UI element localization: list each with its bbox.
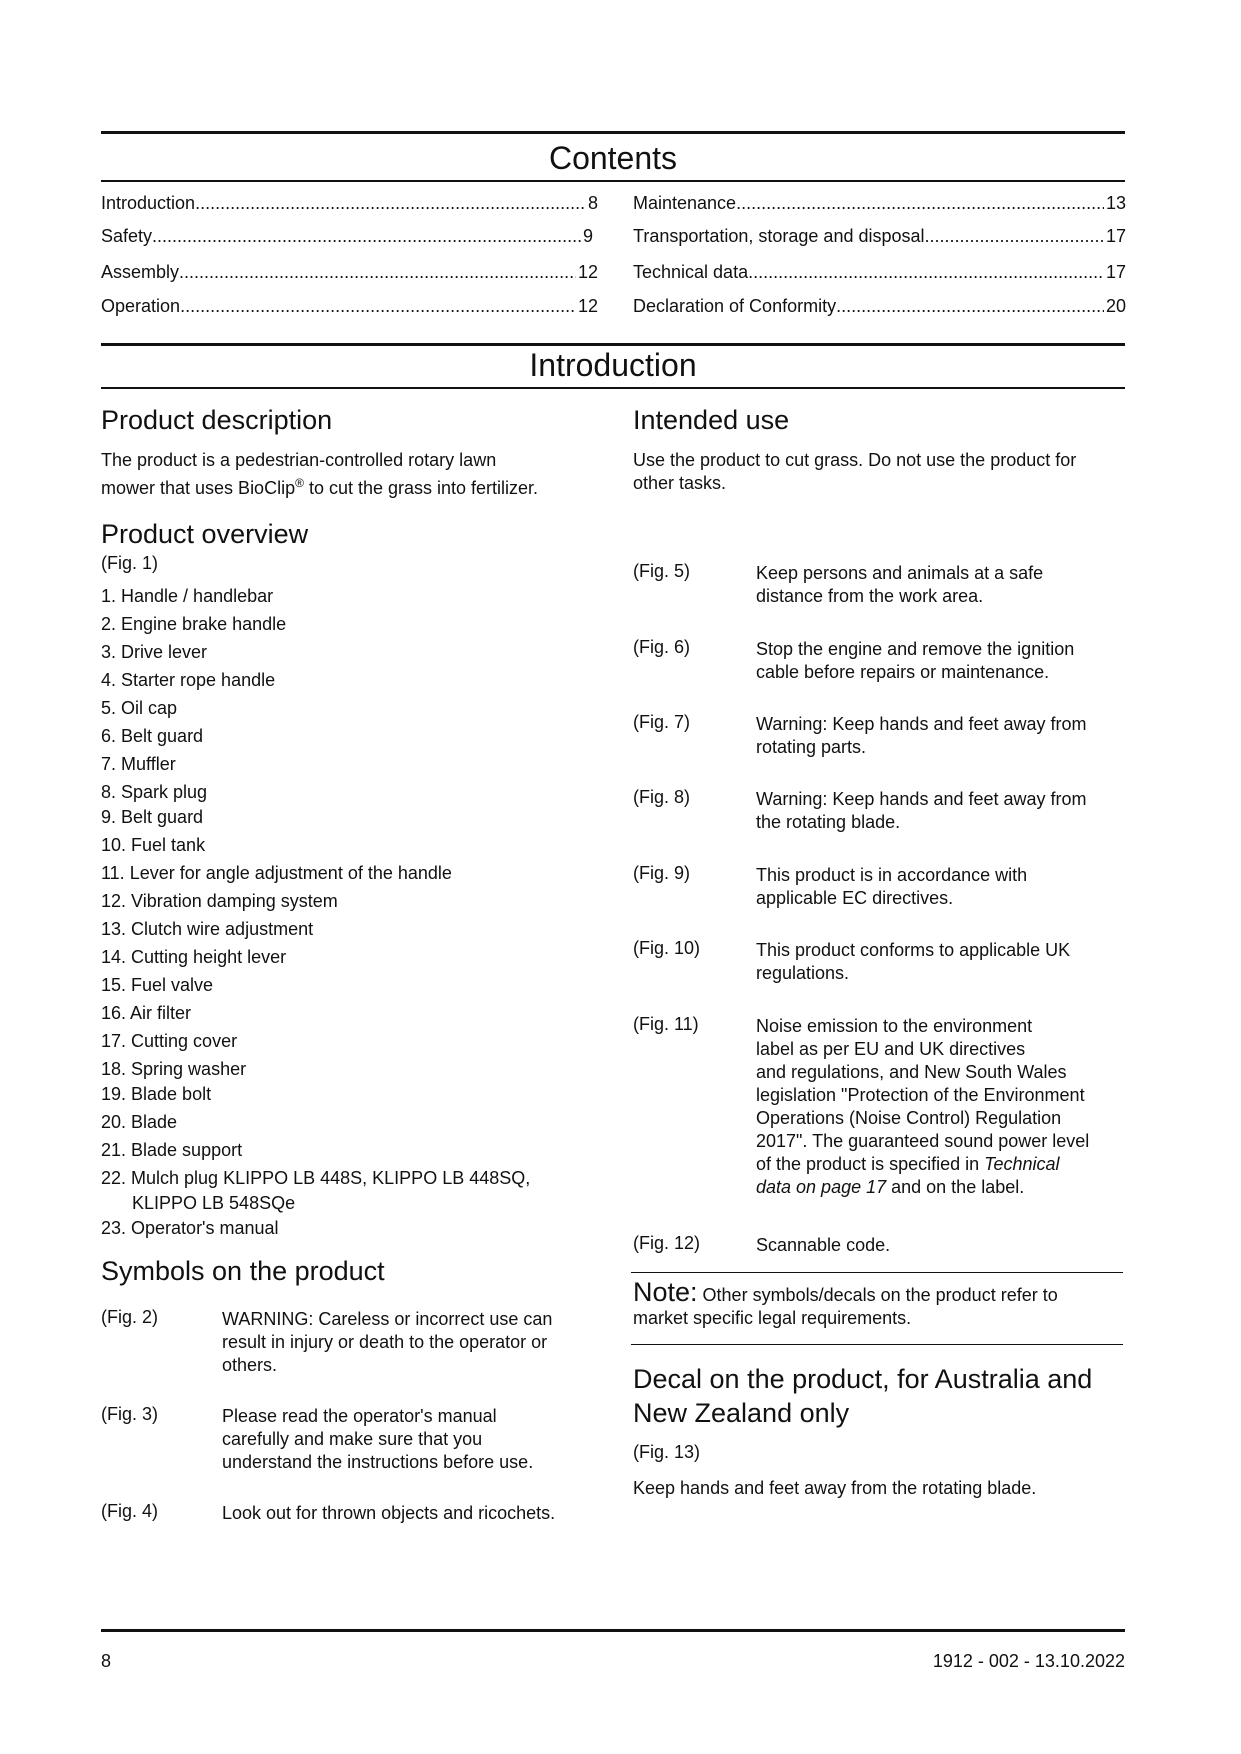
symbol-description: Scannable code. (756, 1235, 891, 1255)
overview-item: 7. Muffler (101, 754, 176, 774)
symbol-description: Warning: Keep hands and feet away from rotating parts. (756, 714, 1087, 757)
technical-data-page-link[interactable]: data on page 17 (756, 1177, 887, 1197)
product-overview-fig: (Fig. 1) (101, 553, 159, 573)
symbol-fig-ref: (Fig. 9) (633, 863, 691, 883)
toc-entry-declaration[interactable]: Declaration of Conformity ..... 20 (633, 294, 1126, 318)
symbol-fig-ref: (Fig. 8) (633, 787, 691, 807)
toc-entry-transportation[interactable]: Transportation, storage and disposal ..... 17 (633, 224, 1126, 248)
symbol-fig-ref: (Fig. 4) (101, 1501, 159, 1521)
decal-fig: (Fig. 13) (633, 1442, 701, 1462)
footer-page-number: 8 (101, 1651, 112, 1671)
overview-item: 2. Engine brake handle (101, 614, 287, 634)
overview-item: 13. Clutch wire adjustment (101, 919, 314, 939)
toc-entry-introduction[interactable]: Introduction ..... 8 (101, 191, 598, 215)
overview-item: 17. Cutting cover (101, 1031, 238, 1051)
contents-top-rule (101, 131, 1125, 134)
toc-entry-technical-data[interactable]: Technical data ..... 17 (633, 260, 1126, 284)
overview-item: 14. Cutting height lever (101, 947, 287, 967)
toc-entry-assembly[interactable]: Assembly ..... 12 (101, 260, 598, 284)
symbol-fig-ref: (Fig. 7) (633, 712, 691, 732)
introduction-bottom-rule (101, 387, 1125, 389)
technical-data-link[interactable]: Technical (984, 1154, 1060, 1174)
overview-item: 15. Fuel valve (101, 975, 214, 995)
symbol-description: WARNING: Careless or incorrect use can result in injury or death to the operator or others. (222, 1309, 553, 1375)
overview-item: 21. Blade support (101, 1140, 243, 1160)
symbol-description: Stop the engine and remove the ignition cable before repairs or maintenance. (756, 639, 1075, 682)
toc-entry-safety[interactable]: Safety ..... 9 (101, 224, 593, 248)
decal-heading: Decal on the product, for Australia and New Zealand only (633, 1364, 1093, 1428)
contents-title: Contents (548, 140, 678, 176)
symbol-fig-ref: (Fig. 5) (633, 561, 691, 581)
overview-item: 9. Belt guard (101, 807, 204, 827)
footer-rule (101, 1629, 1125, 1632)
intended-use-heading: Intended use (633, 405, 790, 435)
symbol-description: Look out for thrown objects and ricochets. (222, 1503, 556, 1523)
overview-item: 20. Blade (101, 1112, 178, 1132)
overview-item: 16. Air filter (101, 1003, 192, 1023)
product-description-heading: Product description (101, 405, 333, 435)
symbol-description: Noise emission to the environment label as per EU and UK directives and regulations, and New South Wales legislation "Protection of the Environment Operations (Noise Control) Regulation 2017". The guaranteed sound power level of the product is specified in Technical data on page 17 and on the label. (756, 1016, 1090, 1197)
footer-doc-ref: 1912 - 002 - 13.10.2022 (932, 1651, 1125, 1671)
note-block: Note: Other symbols/decals on the product refer to market specific legal requirements. (633, 1277, 1058, 1328)
overview-item: 3. Drive lever (101, 642, 208, 662)
overview-item: 4. Starter rope handle (101, 670, 276, 690)
overview-item: 5. Oil cap (101, 698, 178, 718)
overview-item: 19. Blade bolt (101, 1084, 212, 1104)
introduction-title: Introduction (529, 347, 697, 383)
overview-item: 18. Spring washer (101, 1059, 247, 1079)
symbol-fig-ref: (Fig. 6) (633, 637, 691, 657)
product-overview-heading: Product overview (101, 519, 309, 549)
product-description-text: The product is a pedestrian-controlled rotary lawn mower that uses BioClip® to cut the grass into fertilizer. (101, 450, 539, 498)
overview-item: 1. Handle / handlebar (101, 586, 274, 606)
symbol-fig-ref: (Fig. 10) (633, 938, 701, 958)
note-label: Note: (633, 1277, 698, 1307)
contents-bottom-rule (101, 180, 1125, 182)
symbol-description: This product conforms to applicable UK regulations. (756, 940, 1071, 983)
symbol-description: Warning: Keep hands and feet away from the rotating blade. (756, 789, 1087, 832)
overview-item: 23. Operator's manual (101, 1218, 279, 1238)
symbol-fig-ref: (Fig. 12) (633, 1233, 701, 1253)
overview-item: 11. Lever for angle adjustment of the handle (101, 863, 452, 883)
overview-item: 12. Vibration damping system (101, 891, 338, 911)
toc-entry-maintenance[interactable]: Maintenance ..... 13 (633, 191, 1126, 215)
decal-text: Keep hands and feet away from the rotating blade. (633, 1478, 1037, 1498)
overview-item: 10. Fuel tank (101, 835, 206, 855)
overview-item: 6. Belt guard (101, 726, 204, 746)
toc-entry-operation[interactable]: Operation ..... 12 (101, 294, 598, 318)
symbol-description: Please read the operator's manual carefully and make sure that you understand the instructions before use. (222, 1406, 534, 1472)
overview-item: KLIPPO LB 548SQe (132, 1193, 296, 1213)
symbol-fig-ref: (Fig. 3) (101, 1404, 159, 1424)
symbol-fig-ref: (Fig. 2) (101, 1307, 159, 1327)
overview-item: 8. Spark plug (101, 782, 208, 802)
intended-use-text: Use the product to cut grass. Do not use the product for other tasks. (633, 450, 1077, 493)
symbol-description: Keep persons and animals at a safe distance from the work area. (756, 563, 1044, 606)
note-bottom-rule (631, 1344, 1123, 1345)
symbol-description: This product is in accordance with applicable EC directives. (756, 865, 1028, 908)
note-top-rule (631, 1272, 1123, 1273)
symbol-fig-ref: (Fig. 11) (633, 1014, 699, 1034)
symbols-heading: Symbols on the product (101, 1256, 385, 1286)
overview-item: 22. Mulch plug KLIPPO LB 448S, KLIPPO LB 448SQ, (101, 1168, 531, 1188)
